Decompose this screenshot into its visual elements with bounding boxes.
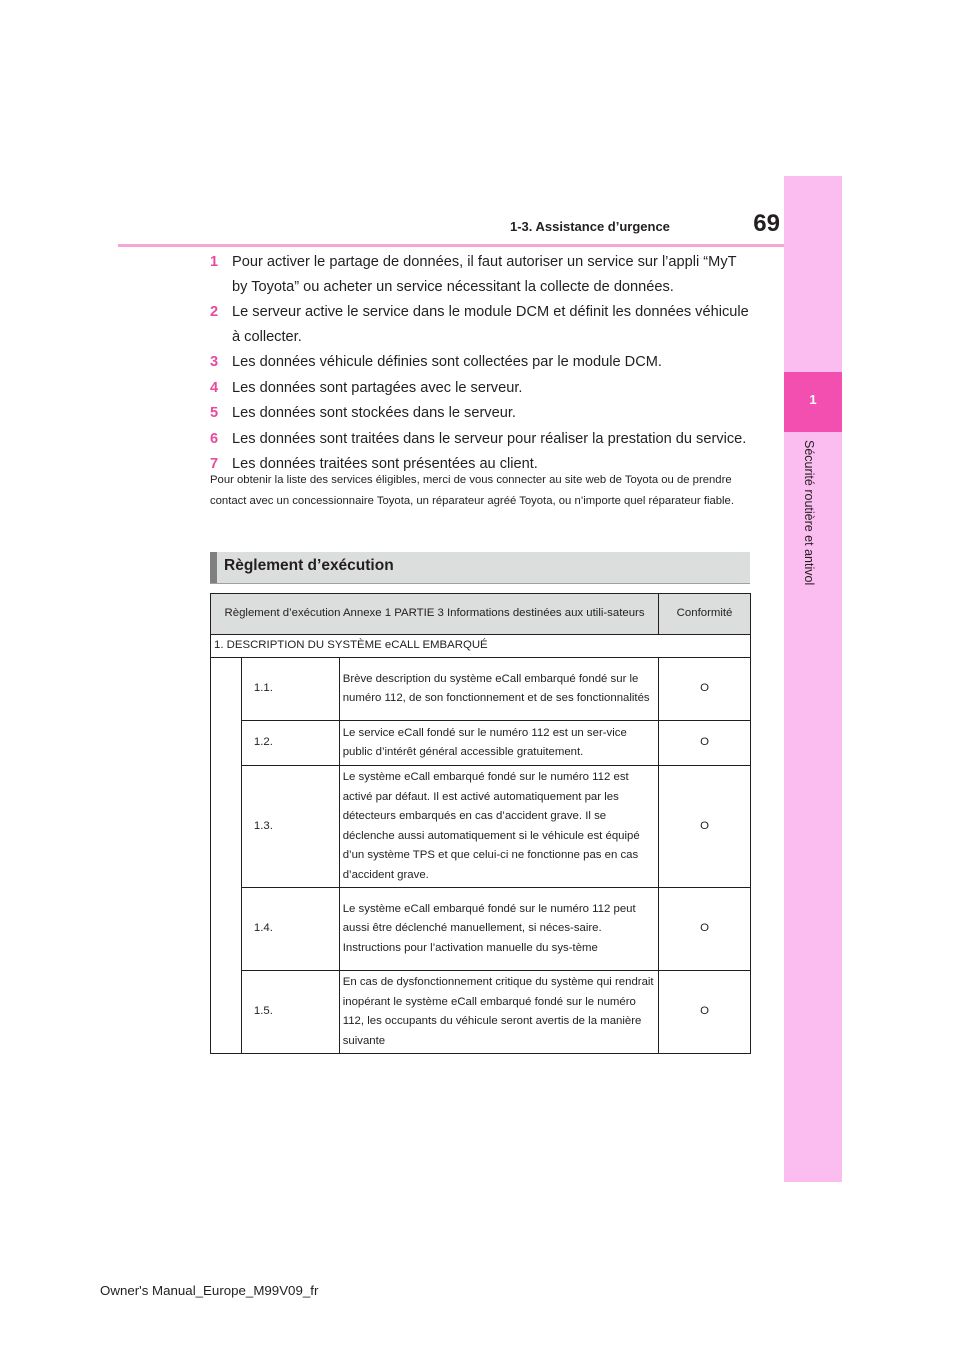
- footer-manual-id: Owner's Manual_Europe_M99V09_fr: [100, 1283, 319, 1298]
- step-item: [210, 350, 755, 375]
- row-number: 1.3.: [241, 766, 339, 888]
- step-number: 6: [210, 430, 219, 447]
- page-number: 69: [753, 210, 780, 237]
- header-conformity: Conformité: [659, 594, 751, 635]
- step-number: 7: [210, 456, 219, 472]
- step-number: 1: [210, 254, 219, 270]
- step-text: Les données sont traitées dans le serveur pour réaliser la prestation du service.: [232, 430, 747, 447]
- heading-text: Règlement d’exécution: [224, 557, 394, 574]
- step-number: 2: [210, 304, 219, 320]
- row-text: En cas de dysfonctionnement critique du système qui rendrait inopérant le système eCall embarqué fondé sur le numéro 112, les occupants du véhicule seront avertis de la manière suivante: [339, 971, 658, 1054]
- row-text: Brève description du système eCall embarqué fondé sur le numéro 112, de son fonctionnement et de ses fonctionnalités: [339, 658, 658, 721]
- table-row: [211, 971, 751, 1054]
- table-section-row: [211, 635, 751, 658]
- step-text: Pour activer le partage de données, il faut autoriser un service sur l’appli “MyT by Toyota” ou acheter un service nécessitant la collecte de données.: [232, 254, 737, 295]
- indent-cell: [211, 658, 242, 1054]
- step-item: [210, 427, 755, 452]
- row-conformity: O: [659, 658, 751, 721]
- table-row: [211, 888, 751, 971]
- step-list: [210, 250, 755, 478]
- table-row: [211, 721, 751, 766]
- step-text: Le serveur active le service dans le module DCM et définit les données véhicule à collecter.: [232, 304, 749, 345]
- step-item: [210, 300, 755, 349]
- row-conformity: O: [659, 721, 751, 766]
- step-item: [210, 376, 755, 401]
- chapter-number: 1: [809, 392, 817, 407]
- step-text: Les données sont stockées dans le serveur.: [232, 405, 516, 421]
- header-description: Règlement d’exécution Annexe 1 PARTIE 3 Informations destinées aux utili-sateurs: [211, 594, 659, 635]
- regulation-table: [210, 593, 751, 1054]
- row-number: 1.2.: [241, 721, 339, 766]
- info-note: Pour obtenir la liste des services éligibles, merci de vous connecter au site web de Toyota ou de prendre contact avec un concessionnaire Toyota, un réparateur agréé Toyota, ou n’importe quel réparateur fiable.: [210, 474, 734, 507]
- row-number: 1.1.: [241, 658, 339, 721]
- section-heading: [210, 552, 750, 584]
- step-text: Les données véhicule définies sont collectées par le module DCM.: [232, 354, 662, 370]
- chapter-title: Sécurité routière et antivol: [802, 440, 816, 586]
- row-number: 1.4.: [241, 888, 339, 971]
- row-conformity: O: [659, 971, 751, 1054]
- step-number: 4: [210, 379, 219, 396]
- table-row: [211, 766, 751, 888]
- section-title: 1-3. Assistance d’urgence: [510, 219, 670, 234]
- row-number: 1.5.: [241, 971, 339, 1054]
- step-text: Les données sont partagées avec le serveur.: [232, 379, 523, 396]
- section-row-label: 1. DESCRIPTION DU SYSTÈME eCALL EMBARQUÉ: [211, 635, 751, 658]
- row-conformity: O: [659, 766, 751, 888]
- step-item: [210, 401, 755, 426]
- heading-bar: [210, 552, 217, 583]
- table-row: [211, 658, 751, 721]
- row-conformity: O: [659, 888, 751, 971]
- step-item: [210, 250, 755, 299]
- row-text: Le service eCall fondé sur le numéro 112 est un ser-vice public d’intérêt général accessible gratuitement.: [339, 721, 658, 766]
- row-text: Le système eCall embarqué fondé sur le numéro 112 est activé par défaut. Il est activé automatiquement par les détecteurs embarqués en cas d’accident grave. Il se déclenche aussi automatiquement si le véhicule est équipé d’un système TPS et que celui-ci ne fonctionne pas en cas d’accident grave.: [339, 766, 658, 888]
- step-number: 5: [210, 405, 219, 421]
- chapter-tab-strip: [784, 176, 842, 1182]
- header-rule: [118, 244, 784, 247]
- step-number: 3: [210, 354, 219, 370]
- row-text: Le système eCall embarqué fondé sur le numéro 112 peut aussi être déclenché manuellement, si néces-saire. Instructions pour l’activation manuelle du sys-tème: [339, 888, 658, 971]
- table-header-row: [211, 594, 751, 635]
- step-text: Les données traitées sont présentées au client.: [232, 456, 538, 472]
